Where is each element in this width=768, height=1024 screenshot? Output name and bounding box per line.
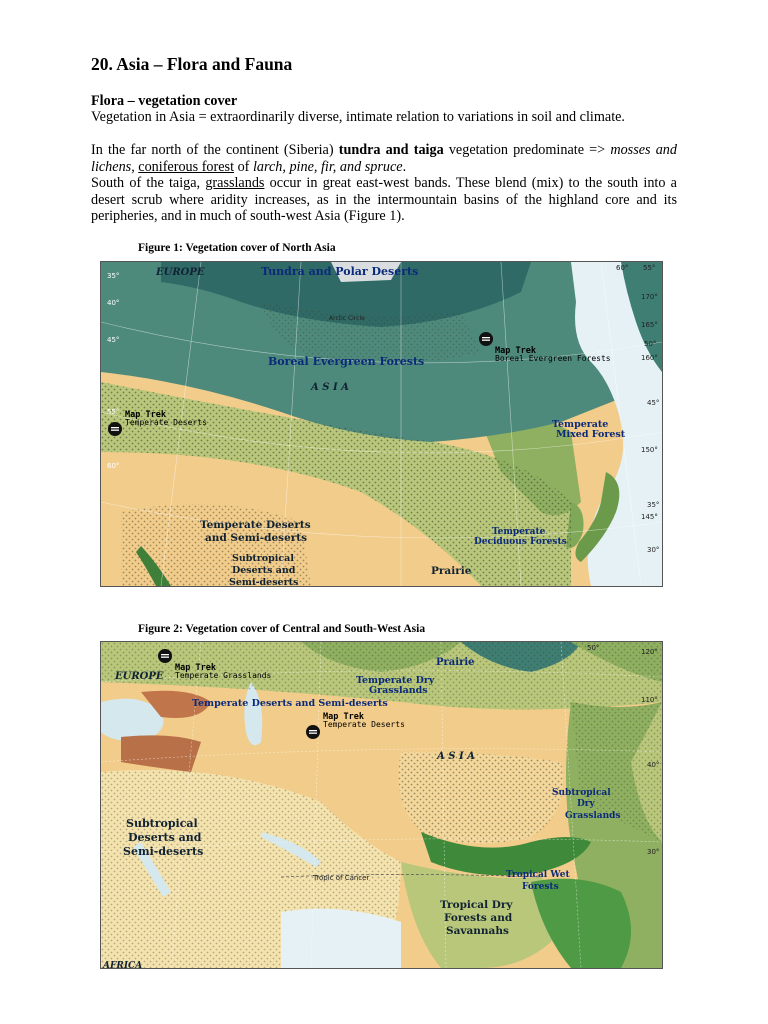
fig1-label-arctic-circle: Arctic Circle [329, 315, 365, 322]
p2-italic-trees: larch, pine, fir, and spruce [252, 158, 403, 175]
p2-text-g: of [234, 158, 253, 175]
section-title: Flora – vegetation cover [91, 93, 238, 109]
fig1-label-temperate-mixed-1: Temperate [552, 419, 609, 430]
fig1-deg: 30° [647, 546, 660, 554]
fig2-label-temp-dry-1: Temperate Dry [356, 675, 435, 686]
fig1-deg: 40° [107, 299, 120, 307]
fig1-deg: 150° [641, 446, 658, 454]
p2-text-e: , [131, 158, 139, 175]
fig1-deg: 45° [107, 336, 120, 344]
fig2-deg: 110° [641, 696, 658, 704]
fig2-label-tropic-cancer: Tropic of Cancer [313, 874, 370, 882]
p2-text-a: In the far north of the continent (Siberia) [91, 142, 339, 158]
fig2-label-trop-dry-1: Tropical Dry [440, 899, 513, 911]
fig1-label-temp-decid-2: Deciduous Forests [474, 537, 567, 547]
fig2-label-trop-dry-3: Savannahs [446, 925, 509, 937]
fig2-maptrek2-title[interactable]: Map Trek [323, 712, 364, 722]
fig1-label-subtrop-1: Subtropical [232, 553, 294, 564]
fig1-label-subtrop-2: Deserts and [232, 565, 296, 576]
fig2-label-subtrop-dry-3: Grasslands [565, 811, 621, 821]
fig1-label-boreal: Boreal Evergreen Forests [268, 355, 425, 368]
fig1-maptrek1-title[interactable]: Map Trek [495, 346, 536, 356]
fig2-label-subtrop-dry-1: Subtropical [552, 788, 611, 798]
figure2-map [100, 641, 663, 969]
fig2-label-subtrop-des-1: Subtropical [126, 817, 198, 830]
fig2-label-subtrop-des-3: Semi-deserts [123, 845, 204, 858]
p2-text-i: . [402, 158, 407, 175]
fig1-maptrek2-title[interactable]: Map Trek [125, 410, 166, 420]
fig1-deg: 35° [107, 272, 120, 280]
fig1-deg: 165° [641, 321, 658, 329]
fig2-maptrek1-sub[interactable]: Temperate Grasslands [175, 671, 272, 680]
fig1-deg: 55° [643, 264, 656, 272]
paragraph-grasslands [91, 175, 677, 225]
fig1-deg: 55° [107, 408, 120, 416]
paragraph-vegetation: Vegetation in Asia = extraordinarily diverse, intimate relation to variations in soil and climate. [91, 109, 625, 125]
fig1-deg: 160° [641, 354, 658, 362]
fig1-label-prairie: Prairie [431, 565, 472, 577]
fig1-label-temp-deserts-2: and Semi-deserts [205, 532, 308, 544]
p3-text-c: occur in great east-west bands. These blend (mix) to the south into a desert scrub where aridity increases, as in the intermountain basins of the highland core and its peripheries, and in much of south-west Asia (Figure 1). [91, 175, 677, 225]
fig1-deg: 50° [644, 340, 657, 348]
fig2-deg: 40° [647, 761, 660, 769]
fig2-label-asia: A S I A [437, 751, 475, 762]
fig1-label-temp-decid-1: Temperate [492, 527, 546, 537]
fig1-label-temp-deserts-1: Temperate Deserts [200, 519, 311, 531]
fig2-deg: 120° [641, 648, 658, 656]
figure1-caption: Figure 1: Vegetation cover of North Asia [138, 242, 336, 254]
fig2-label-trop-wet-1: Tropical Wet [506, 870, 570, 880]
maptrek-icon[interactable] [479, 332, 493, 346]
fig1-label-europe: EUROPE [156, 267, 205, 278]
fig2-deg: 30° [647, 848, 660, 856]
fig2-label-temp-des-semi: Temperate Deserts and Semi-deserts [192, 698, 388, 709]
fig2-label-subtrop-dry-2: Dry [577, 799, 595, 809]
fig2-maptrek1-title[interactable]: Map Trek [175, 663, 216, 673]
p2-bold-tundra: tundra and taiga [338, 142, 444, 158]
fig1-maptrek1-sub[interactable]: Boreal Evergreen Forests [495, 354, 611, 363]
fig2-label-trop-dry-2: Forests and [444, 912, 513, 924]
fig1-label-tundra: Tundra and Polar Deserts [261, 265, 419, 278]
fig1-label-asia: A S I A [311, 382, 349, 393]
fig2-label-subtrop-des-2: Deserts and [128, 831, 202, 844]
fig1-label-subtrop-3: Semi-deserts [229, 577, 299, 586]
fig1-deg: 170° [641, 293, 658, 301]
fig1-deg: 60° [616, 264, 629, 272]
p3-text-a: South of the taiga, [91, 175, 206, 191]
fig2-label-europe: EUROPE [115, 671, 164, 682]
figure2-caption: Figure 2: Vegetation cover of Central and South-West Asia [138, 623, 426, 635]
maptrek-icon[interactable] [158, 649, 172, 663]
fig2-label-prairie: Prairie [436, 657, 475, 668]
fig2-maptrek2-sub[interactable]: Temperate Deserts [323, 720, 405, 729]
figure1-map [100, 261, 663, 587]
fig2-deg: 50° [587, 644, 600, 652]
figure2-map-svg [101, 642, 662, 968]
maptrek-icon[interactable] [108, 422, 122, 436]
fig1-maptrek2-sub[interactable]: Temperate Deserts [125, 418, 207, 427]
page-heading: 20. Asia – Flora and Fauna [91, 54, 293, 74]
fig2-label-africa: AFRICA [103, 961, 143, 968]
p2-italic-mosses: mosses and lichens [91, 142, 677, 175]
figure1-map-svg [101, 262, 662, 586]
p2-underline-coniferous: coniferous forest [138, 158, 235, 175]
maptrek-icon[interactable] [306, 725, 320, 739]
fig1-deg: 45° [647, 399, 660, 407]
p3-underline-grasslands: grasslands [205, 175, 265, 191]
fig1-deg: 35° [647, 501, 660, 509]
fig2-label-trop-wet-2: Forests [522, 882, 559, 892]
fig1-label-temperate-mixed-2: Mixed Forest [556, 429, 626, 440]
paragraph-tundra-taiga [91, 142, 677, 175]
fig1-deg: 145° [641, 513, 658, 521]
fig2-label-temp-dry-2: Grasslands [369, 685, 428, 696]
fig1-deg: 60° [107, 462, 120, 470]
p2-text-c: vegetation predominate => [443, 142, 611, 158]
